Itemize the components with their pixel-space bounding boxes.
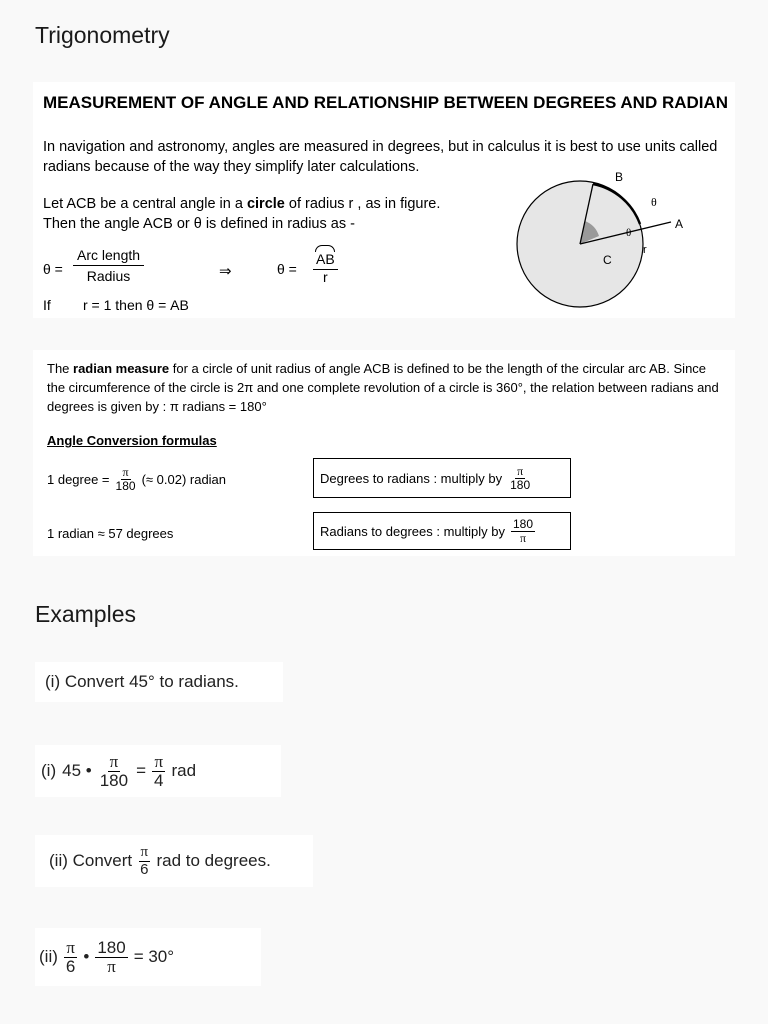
- pi-over-4: $\frac{\pi}{4}$: [154, 751, 164, 790]
- let-line: Let ACB be a central angle in a circle of radius r , as in figure.: [43, 196, 441, 212]
- theta-label-2: θ =: [277, 261, 297, 277]
- one-radian-formula: 1 radian ≈ 57 degrees: [47, 526, 174, 541]
- arc-over-radius-fraction: [73, 248, 144, 283]
- one-degree-formula: 1 degree = $\frac{\pi}{180}$ (≈ 0.02) radian: [47, 465, 227, 493]
- r-denominator: r: [323, 268, 328, 285]
- pi-over-6: $\frac{\pi}{6}$: [140, 843, 149, 878]
- radian-paragraph: The radian measure for a circle of unit radius of angle ACB is defined to be the length of the circular arc AB. Since the circumference of the circle is 2π and one complete revolution of a circle is 360°, the relation between radians and degrees is given by : π radians = 180°: [47, 361, 719, 414]
- pi-over-180: $\frac{\pi}{180}$: [115, 465, 136, 493]
- label-theta-arc: θ: [651, 195, 657, 209]
- if-expression: r = 1 then θ = AB: [83, 297, 189, 313]
- radius: Radius: [86, 267, 131, 284]
- circle-figure: [503, 172, 703, 314]
- if-label: If: [43, 297, 51, 313]
- 180-over-pi: $\frac{180}{\pi}$: [97, 937, 126, 976]
- label-a: A: [675, 217, 684, 231]
- 180-over-pi-box: $\frac{180}{\pi}$: [512, 516, 534, 545]
- then-line: Then the angle ACB or θ is defined in radius as -: [43, 216, 355, 232]
- theta-label: θ =: [43, 261, 63, 277]
- section-heading: MEASUREMENT OF ANGLE AND RELATIONSHIP BETWEEN DEGREES AND RADIAN: [43, 93, 729, 112]
- formulas-heading: Angle Conversion formulas: [47, 433, 217, 448]
- label-r: r: [643, 244, 647, 256]
- deg-to-rad-box: Degrees to radians : multiply by $\frac{\pi}{180}$: [313, 458, 571, 498]
- label-theta: θ: [626, 227, 632, 239]
- implies-arrow: ⇒: [219, 263, 232, 280]
- radian-measure-card: [33, 350, 735, 556]
- example-1-question: (i) Convert 45° to radians.: [35, 662, 283, 702]
- example-2-answer: (ii) $\frac{\pi}{6}$ • $\frac{180}{\pi}$ = 30°: [35, 928, 261, 986]
- example-2-question: (ii) Convert $\frac{\pi}{6}$ rad to degrees.: [35, 835, 313, 887]
- rad-to-deg-box: Radians to degrees : multiply by $\frac{180}{\pi}$: [313, 512, 571, 550]
- label-c: C: [603, 253, 612, 267]
- label-b: B: [615, 172, 624, 184]
- example-1-answer: (i) 45 • $\frac{\pi}{180}$ = $\frac{\pi}{4}$ rad: [35, 745, 281, 797]
- examples-heading: Examples: [35, 601, 136, 627]
- arc-length: Arc length: [73, 248, 144, 266]
- ab-over-r-fraction: [313, 245, 338, 284]
- intro-paragraph: In navigation and astronomy, angles are measured in degrees, but in calculus it is best to use units called radians because of the way they simplify later calculations.: [43, 139, 718, 175]
- pi-over-180: $\frac{\pi}{180}$: [99, 751, 129, 790]
- arc-ab: AB: [313, 252, 338, 270]
- definition-card: [33, 82, 735, 318]
- pi-over-180-box: $\frac{\pi}{180}$: [510, 463, 531, 492]
- page-title: Trigonometry: [35, 22, 170, 48]
- pi-over-6-answer: $\frac{\pi}{6}$: [65, 937, 76, 976]
